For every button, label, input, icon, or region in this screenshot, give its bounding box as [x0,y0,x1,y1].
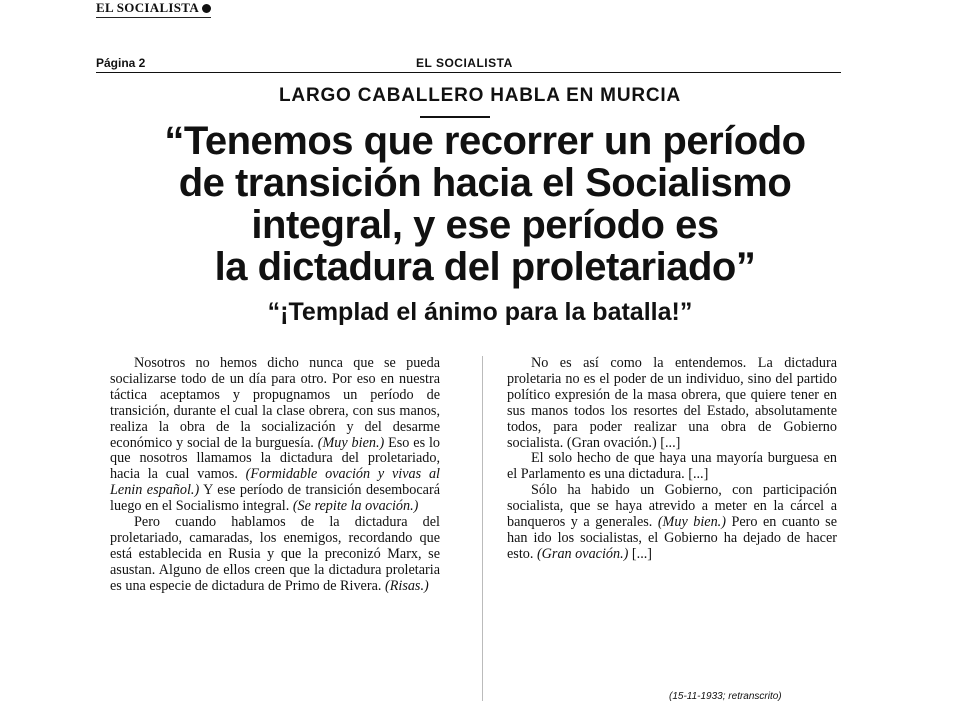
page-number: Página 2 [96,56,146,70]
audience-reaction: (Gran ovación.) [536,545,629,562]
newspaper-name: EL SOCIALISTA [416,56,513,70]
audience-reaction: (Se repite la ovación.) [292,498,419,515]
text-run: Y ese período de transición desembocará luego en el Socialismo integral. [110,482,440,515]
paragraph [507,483,837,563]
headline-line: de transición hacia el Socialismo [178,161,792,205]
headline-line: integral, y ese período es [251,203,719,247]
article-headline [60,120,910,288]
headline-line: “Tenemos que recorrer un período [164,119,806,163]
masthead-title: EL SOCIALISTA [96,0,200,15]
article-dateline: (15-11-1933; retranscrito) [669,691,782,702]
paragraph [507,451,837,483]
text-run: [...] [628,545,653,562]
page-header [96,56,841,73]
kicker-divider [420,116,490,118]
text-run: Pero cuando hablamos de la dictadura del proletariado, camaradas, los enemigos, recordando que está establecida en Rusia y que la preconizó Marx, se asustan. Alguno de ellos creen que la dictadura proletaria es una especie de dictadura de Primo de Rivera. [110,514,440,594]
article-subhead: “¡Templad el ánimo para la batalla!” [267,298,693,326]
text-run: Pero en cuanto se han ido los socialistas, el Gobierno ha dejado de hacer esto. [507,514,837,562]
paragraph [507,356,837,451]
text-run: Nosotros no hemos dicho nunca que se pueda socializarse todo de un día para otro. Por eso en nuestra táctica aceptamos y propugnamos un período de transición, durante el cual la clase obrera, con sus manos, realiza la obra de la socialización y del desarme económico y social de la burguesía. [110,355,440,451]
paragraph [110,515,440,595]
article-column-left [110,356,440,595]
article-column-right [507,356,837,563]
audience-reaction: (Risas.) [384,577,429,594]
audience-reaction: (Muy bien.) [317,434,385,451]
paragraph [110,356,440,515]
audience-reaction: (Muy bien.) [657,514,726,531]
masthead [96,0,211,18]
text-run: No es así como la entendemos. La dictadura proletaria no es el poder de un individuo, sino del partido político expresión de la masa obrera, que quiere tener en sus manos todos los resortes del Estado, absolutamente todos, para poder realizar una obra de Gobierno socialista. (Gran ovación.) [...] [507,355,837,451]
column-divider [482,356,483,701]
text-run: Eso es lo que nosotros llamamos la dictadura del proletariado, hacia la cual vamos. [110,434,440,483]
bullet-icon [202,4,211,13]
audience-reaction: (Formidable ovación y vivas al Lenin español.) [110,466,440,499]
text-run: El solo hecho de que haya una mayoría burguesa en el Parlamento es una dictadura. [...] [507,450,837,483]
text-run: Sólo ha habido un Gobierno, con participación socialista, que se haya atrevido a meter en la cárcel a banqueros y a generales. [507,482,837,531]
headline-line: la dictadura del proletariado” [214,245,756,289]
article-kicker: LARGO CABALLERO HABLA EN MURCIA [279,85,681,106]
